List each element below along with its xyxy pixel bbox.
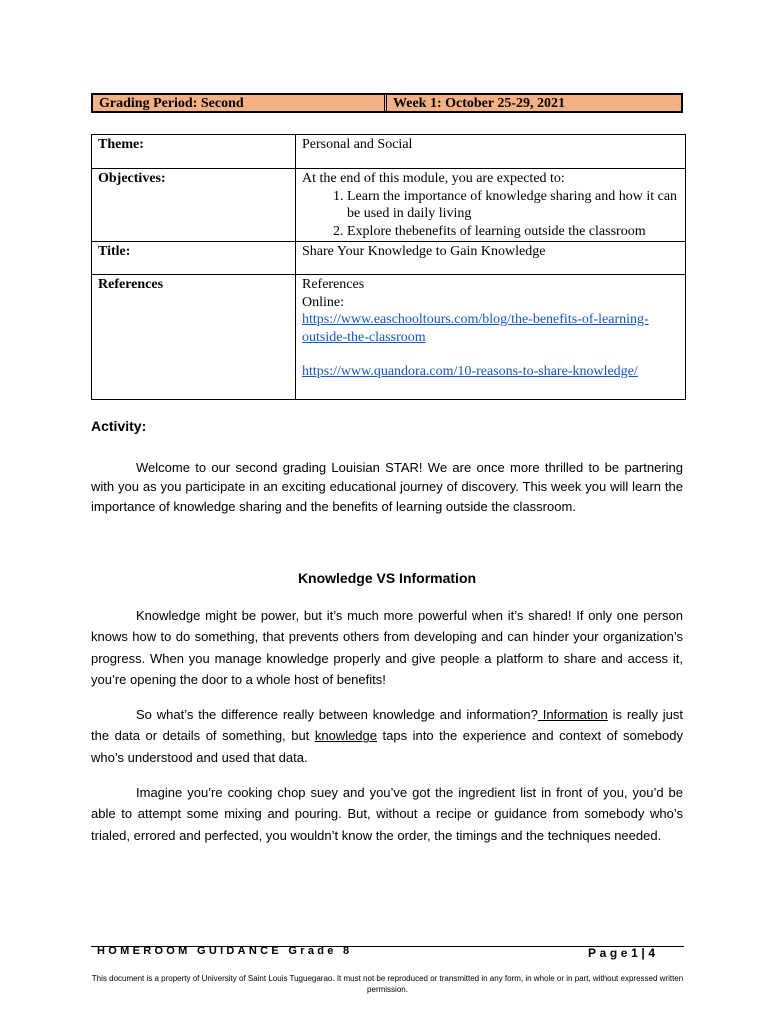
objectives-list bbox=[302, 188, 679, 241]
intro-text: Welcome to our second grading Louisian STAR! We are once more thrilled to be partnering with you as you participate in an exciting educational journey of discovery. This week you will learn the importance of knowledge sharing and the benefits of learning outside the classroom. bbox=[91, 460, 683, 514]
references-heading: References bbox=[302, 277, 365, 292]
paragraph-difference bbox=[91, 704, 683, 768]
intro-paragraph bbox=[91, 458, 683, 516]
reference-link-easchooltours[interactable]: https://www.easchooltours.com/blog/the-benefits-of-learning-outside-the-classroom bbox=[302, 312, 649, 345]
knowledge-term: knowledge bbox=[314, 728, 377, 744]
grading-period-bar bbox=[91, 93, 683, 113]
theme-value: Personal and Social bbox=[296, 135, 686, 169]
paragraph-chop-suey bbox=[91, 782, 683, 846]
week-dates: Week 1: October 25-29, 2021 bbox=[393, 96, 565, 111]
grading-period: Grading Period: Second bbox=[93, 95, 387, 111]
references-cell bbox=[296, 275, 686, 400]
paragraph-4-text: Imagine you’re cooking chop suey and you’ve got the ingredient list in front of you, you’d be able to attempt some mixing and pouring. But, without a recipe or guidance from somebody who’s trialed, errored and perfected, you wouldn’t know the order, the timings and the techniques needed. bbox=[91, 785, 683, 843]
title-label: Title: bbox=[92, 242, 296, 275]
theme-label: Theme: bbox=[92, 135, 296, 169]
paragraph-2-text: Knowledge might be power, but it’s much more powerful when it’s shared! If only one person knows how to do something, that prevents others from developing and can hinder your organization’s progress. When you manage knowledge properly and give people a platform to share and access it, you’re opening the door to a whole host of benefits! bbox=[91, 608, 683, 687]
p3-part1: So what’s the difference really between knowledge and information? bbox=[136, 707, 538, 722]
footer-disclaimer: This document is a property of University of Saint Louis Tuguegarao. It must not be reproduced or transmitted in any form, in whole or in part, without expressed written permission. bbox=[91, 974, 684, 994]
references-online: Online: bbox=[302, 294, 344, 310]
paragraph-3-text bbox=[91, 704, 683, 768]
footer-subject: HOMEROOM GUIDANCE Grade 8 bbox=[97, 945, 353, 957]
references-label: References bbox=[92, 275, 296, 400]
information-term: Information bbox=[537, 707, 608, 722]
objectives-intro: At the end of this module, you are expected to: bbox=[302, 171, 565, 186]
reference-link-quandora[interactable]: https://www.quandora.com/10-reasons-to-share-knowledge/ bbox=[302, 364, 638, 379]
activity-label: Activity: bbox=[91, 418, 147, 434]
objective-item: 1. Learn the importance of knowledge sharing and how it can be used in daily living bbox=[347, 188, 679, 223]
objective-item: 2. Explore thebenefits of learning outside the classroom bbox=[347, 223, 679, 241]
objectives-label: Objectives: bbox=[92, 169, 296, 242]
p3-part3: taps into the experience and context of somebody who’s understood and used that data. bbox=[91, 728, 683, 765]
p3-part2: is really just the data or details of something, but bbox=[91, 707, 683, 744]
paragraph-knowledge-power bbox=[91, 605, 683, 690]
module-info-table bbox=[91, 134, 686, 400]
objectives-cell bbox=[296, 169, 686, 242]
title-value: Share Your Knowledge to Gain Knowledge bbox=[296, 242, 686, 275]
footer-page-number: Page1|4 bbox=[588, 946, 659, 960]
section-heading: Knowledge VS Information bbox=[297, 570, 477, 586]
